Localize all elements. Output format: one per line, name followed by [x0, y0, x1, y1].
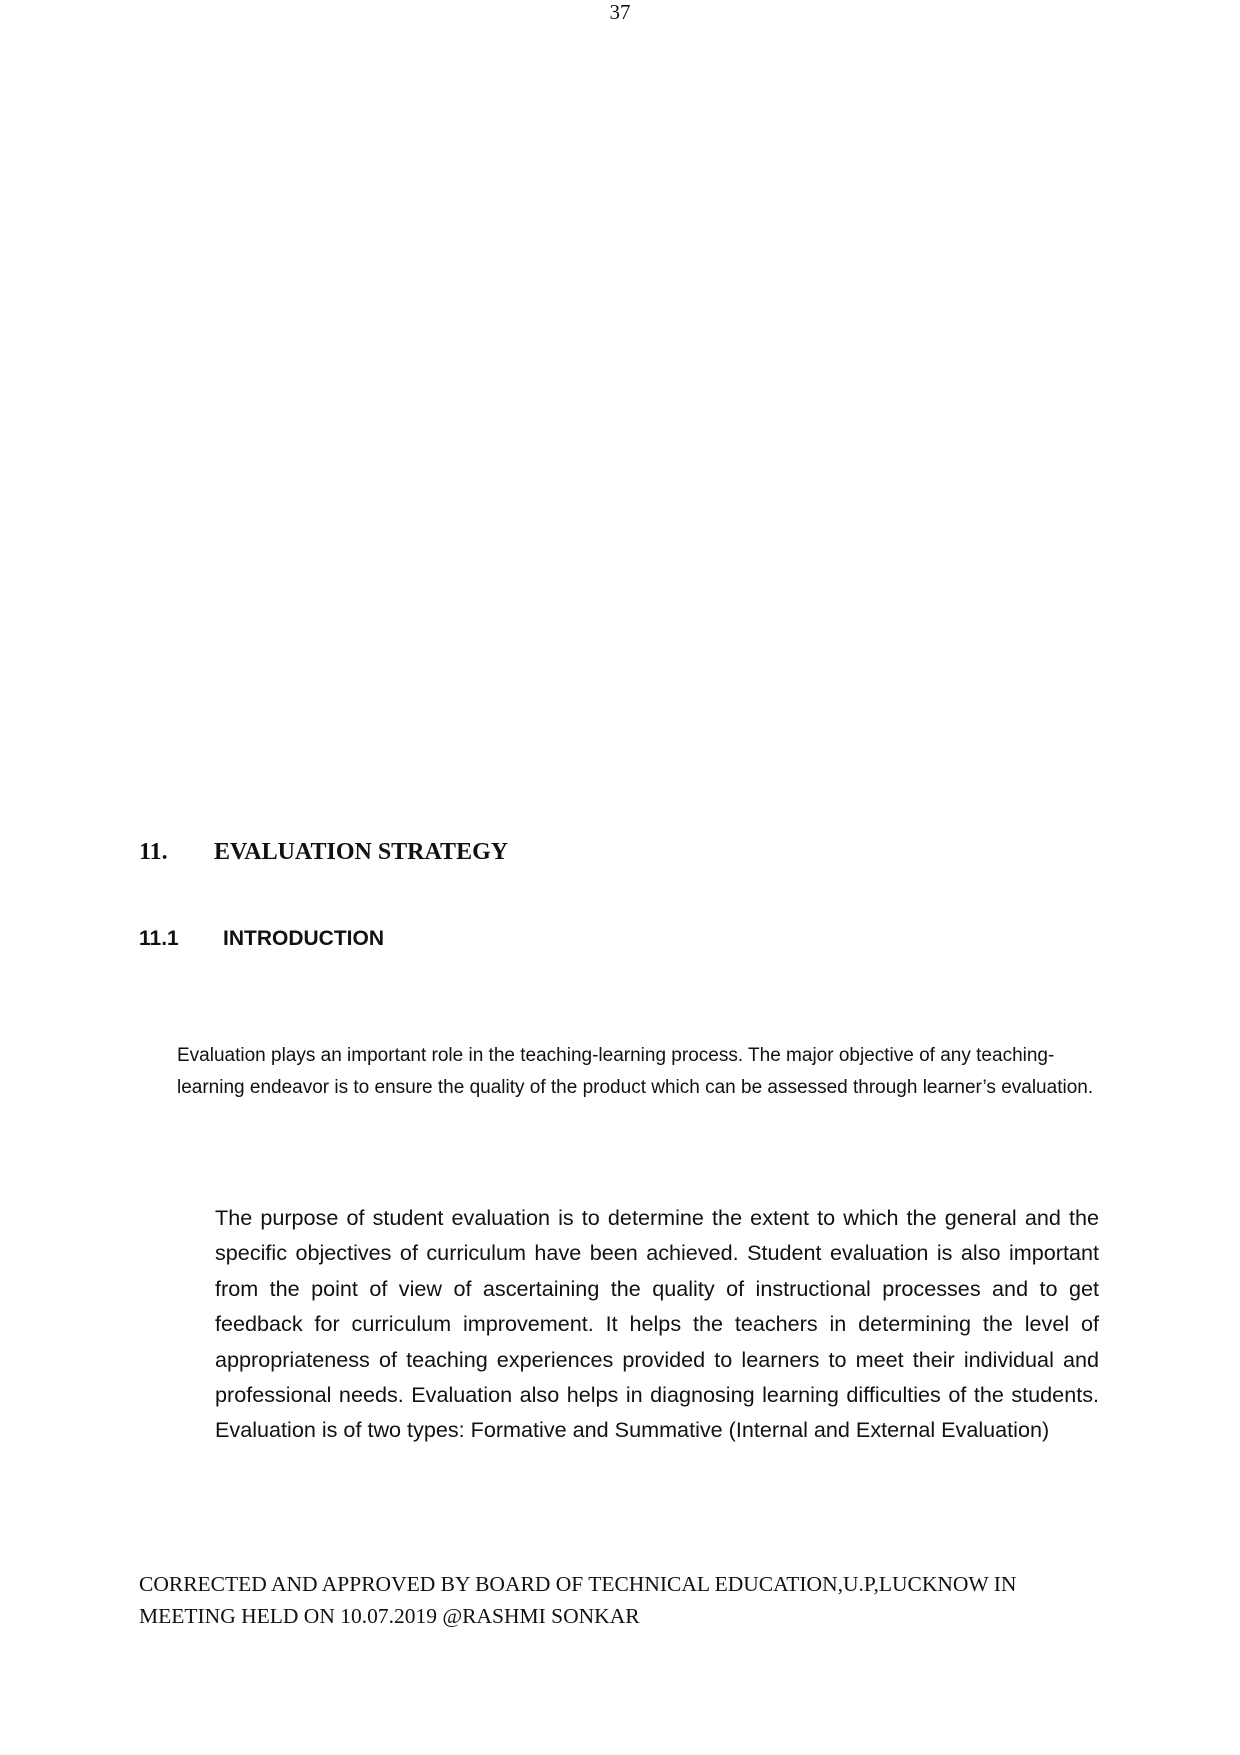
subsection-number: 11.1 — [139, 927, 179, 950]
section-heading — [139, 838, 839, 866]
subsection-heading — [139, 926, 839, 952]
section-number: 11. — [139, 839, 168, 865]
purpose-paragraph: The purpose of student evaluation is to determine the extent to which the general and the specific objectives of curriculum have been achieved. Student evaluation is also important from the point of view of ascertaining the quality of instructional processes and to get feedback for curriculum improvement. It helps the teachers in determining the level of appropriateness of teaching experiences provided to learners to meet their individual and professional needs. Evaluation also helps in diagnosing learning difficulties of the students. Evaluation is of two types: Formative and Summative (Internal and External Evaluation) — [215, 1205, 1099, 1443]
subsection-title: INTRODUCTION — [223, 927, 384, 950]
intro-paragraph: Evaluation plays an important role in the teaching-learning process. The major objective of any teaching-learning endeavor is to ensure the quality of the product which can be assessed through learner’s evaluation. — [177, 1045, 1094, 1098]
section-title: EVALUATION STRATEGY — [214, 839, 509, 865]
page-number: 37 — [609, 0, 631, 24]
approval-footer-line-2: MEETING HELD ON 10.07.2019 @RASHMI SONKAR — [139, 1604, 640, 1628]
approval-footer — [139, 1568, 1099, 1632]
approval-footer-line-1: CORRECTED AND APPROVED BY BOARD OF TECHNICAL EDUCATION,U.P,LUCKNOW IN — [139, 1572, 1017, 1596]
